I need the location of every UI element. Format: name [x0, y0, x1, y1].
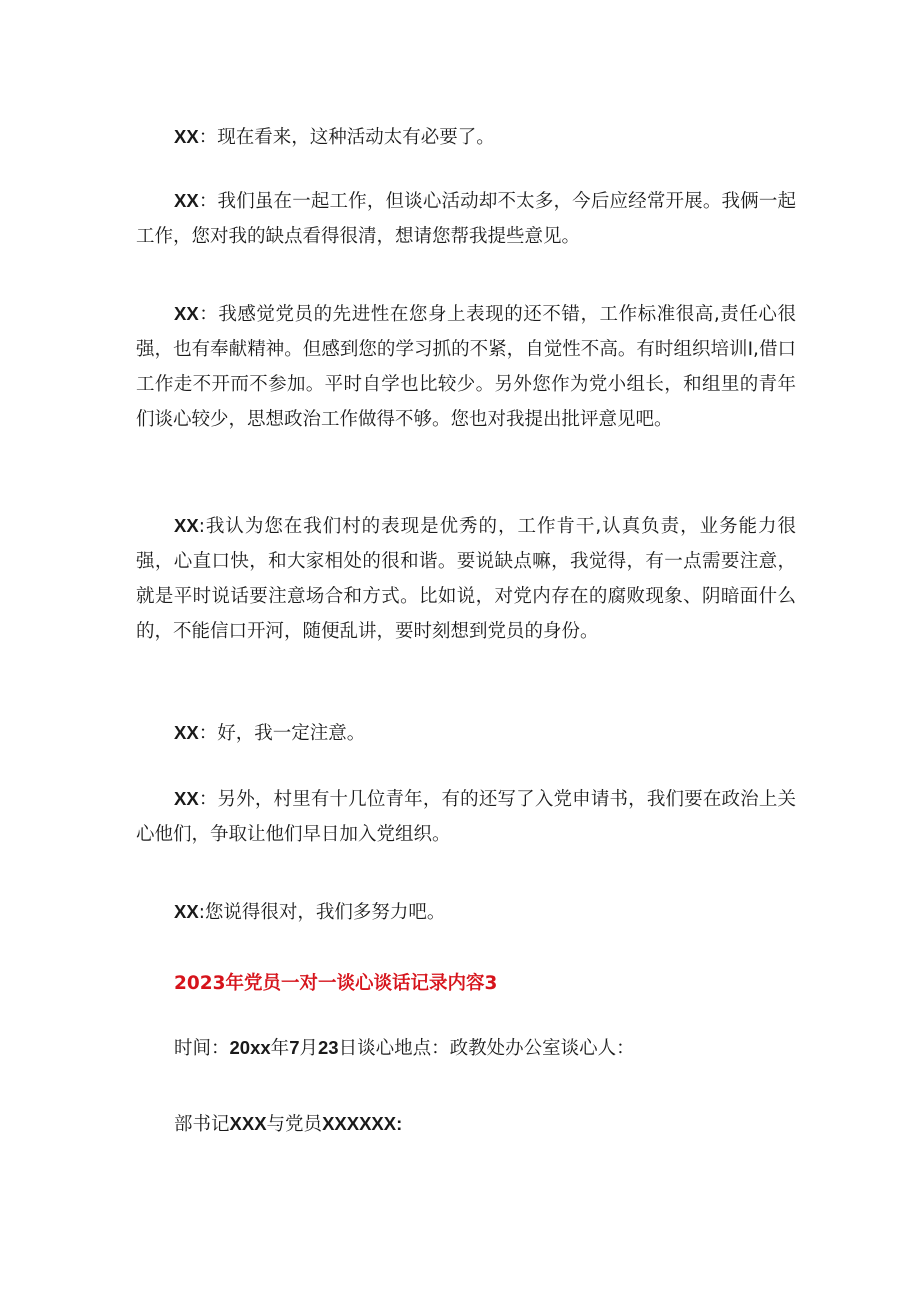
location-text: 日谈心地点：政教处办公室谈心人：	[338, 1038, 635, 1059]
day-value: 23	[318, 1037, 339, 1058]
dialogue-paragraph-1	[136, 119, 796, 155]
participants-prefix: 部书记	[174, 1114, 230, 1135]
member-name: XXXXXX:	[322, 1113, 403, 1134]
dialogue-text: 我认为您在我们村的表现是优秀的，工作肯干,认真负责，业务能力很强，心直口快，和大家相处的很和谐。要说缺点嘛，我觉得，有一点需要注意，就是平时说话要注意场合和方式。比如说，对党内存在的腐败现象、阴暗面什么的，不能信口开河，随便乱讲，要时刻想到党员的身份。	[136, 516, 796, 642]
secretary-name: XXX	[229, 1113, 267, 1134]
separator: ：	[198, 127, 218, 148]
separator: ：	[198, 723, 218, 744]
separator: :	[198, 516, 205, 537]
separator: ：	[198, 191, 218, 212]
dialogue-text: 您说得很对，我们多努力吧。	[204, 902, 446, 923]
speaker-label: XX	[174, 788, 199, 809]
year-value: 20xx	[229, 1037, 271, 1058]
dialogue-paragraph-5	[136, 715, 796, 751]
section-heading: 2023年党员一对一谈心谈话记录内容3	[174, 973, 498, 994]
dialogue-text: 我们虽在一起工作，但谈心活动却不太多，今后应经常开展。我俩一起工作，您对我的缺点看得很清，想请您帮我提些意见。	[136, 191, 796, 247]
month-value: 7	[289, 1037, 300, 1058]
dialogue-paragraph-4	[136, 508, 796, 649]
dialogue-paragraph-6	[136, 781, 796, 852]
speaker-label: XX	[174, 126, 199, 147]
participants-line	[174, 1106, 402, 1142]
speaker-label: XX	[174, 190, 199, 211]
dialogue-paragraph-3	[136, 296, 796, 437]
speaker-label: XX	[174, 515, 199, 536]
separator: ：	[198, 304, 219, 325]
meta-line	[174, 1030, 635, 1066]
speaker-label: XX	[174, 722, 199, 743]
dialogue-paragraph-7	[136, 894, 796, 930]
speaker-label: XX	[174, 901, 199, 922]
dialogue-text: 好，我一定注意。	[217, 723, 366, 744]
dialogue-text: 我感觉党员的先进性在您身上表现的还不错，工作标准很高,责任心很强，也有奉献精神。但感到您的学习抓的不紧，自觉性不高。有时组织培训I,借口工作走不开而不参加。平时自学也比较少。另外您作为党小组长，和组里的青年们谈心较少，思想政治工作做得不够。您也对我提出批评意见吧。	[136, 304, 796, 430]
participants-mid: 与党员	[266, 1114, 323, 1135]
year-suffix: 年	[270, 1038, 290, 1059]
separator: :	[198, 902, 205, 923]
dialogue-paragraph-2	[136, 183, 796, 254]
dialogue-text: 另外，村里有十几位青年，有的还写了入党申请书，我们要在政治上关心他们，争取让他们早日加入党组织。	[136, 789, 796, 845]
speaker-label: XX	[174, 303, 199, 324]
separator: ：	[198, 789, 218, 810]
time-label: 时间：	[174, 1038, 230, 1059]
month-suffix: 月	[299, 1038, 318, 1059]
dialogue-text: 现在看来，这种活动太有必要了。	[217, 127, 495, 148]
